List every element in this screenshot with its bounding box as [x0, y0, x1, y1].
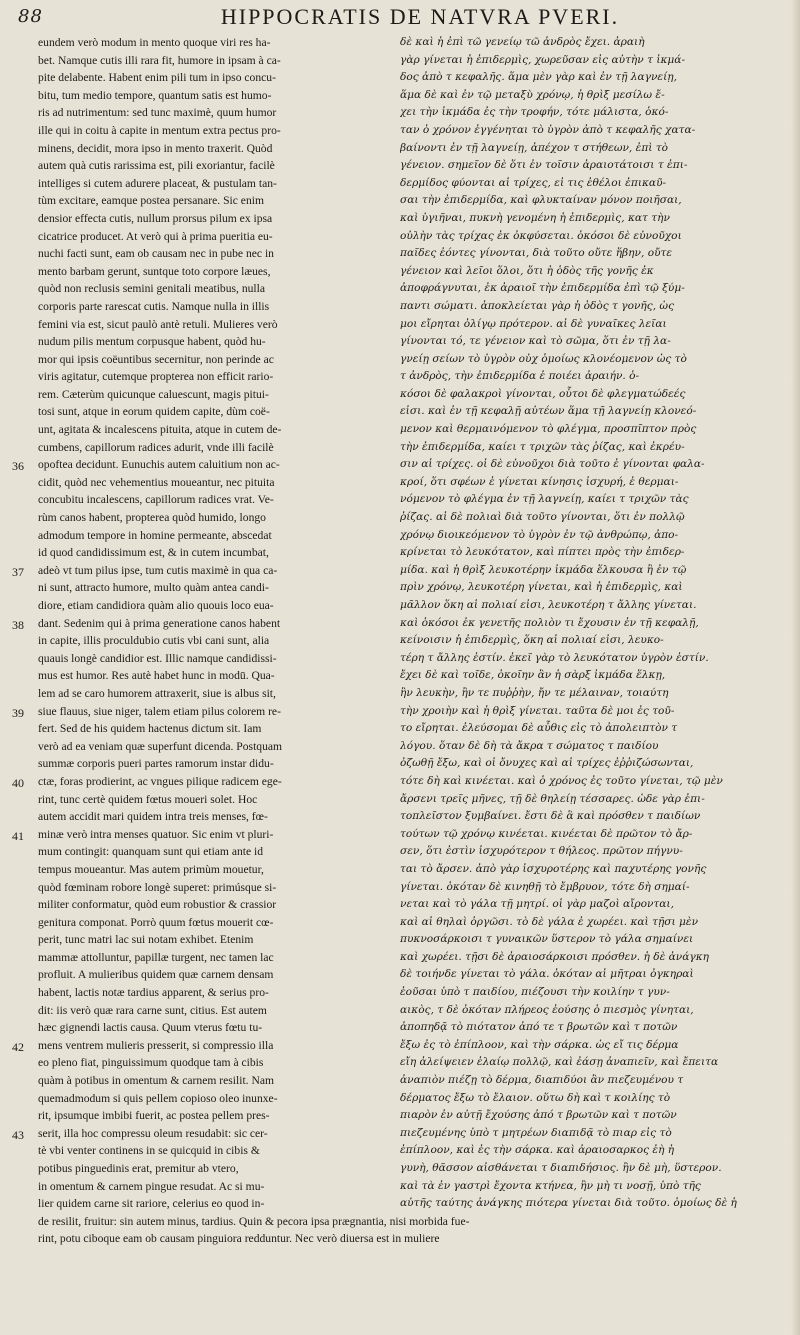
latin-text-line: nuchi facti sunt, eam ob causam nec in pube nec in — [38, 247, 274, 261]
latin-text-line: rùm canos habent, propterea quòd humido, longo — [38, 511, 266, 525]
greek-text-line: τέρη τ ἄλλης ἐστίν. ἐκεῖ γὰρ τὸ λευκότατον ὑγρὸν ἐστίν. — [400, 651, 709, 664]
latin-text-line: corporis parte rarescat cutis. Namque nulla in illis — [38, 299, 270, 313]
latin-text-line: ctæ, foras prodierint, ac vngues pilique radicem ege- — [38, 774, 282, 788]
greek-text-line: χρόνῳ διοικεόμενον τὸ ὑγρὸν ἐν τῷ ἀνθρώπῳ, ἀπο- — [400, 528, 679, 541]
latin-text-line: ille qui in coitu à capite in mentum extra pectus pro- — [38, 123, 281, 137]
greek-text-line: πιεζευμένης ὑπὸ τ μητρέων διαπιδᾷ τὸ πιαρ εἰς τὸ — [400, 1126, 672, 1139]
greek-text-line: εἴη ἀλείψειεν ἐλαίῳ πολλῷ, καὶ ἐάσῃ ἀναπιεῖν, καὶ ἔπειτα — [400, 1056, 719, 1069]
latin-text-line: diore, etiam candidiora quàm alio quouis loco eua- — [38, 599, 274, 612]
greek-text-line: σιν αἱ τρίχες. οἱ δὲ εὐνοῦχοι διὰ τοῦτο ἐ γίνονται φαλα- — [400, 458, 705, 471]
latin-text-line: dit: iis verò quæ rara carne sunt, citius. Est autem — [38, 1003, 267, 1017]
greek-text-line: δερμίδος φύονται αἱ τρίχες, εἰ τις ἐθέλοι ἐπικαῦ- — [400, 176, 667, 189]
greek-text-line: ἢν λευκὴν, ἢν τε πυῤῥὴν, ἤν τε μέλαιναν, τοιαύτη — [400, 686, 669, 699]
latin-text-line: fert. Sed de his quidem hactenus dictum sit. Iam — [38, 722, 262, 736]
greek-text-line: ὀζωθῇ ἔξω, καὶ οἱ ὄνυχες καὶ αἱ τρίχες ἐῤῥιζώσωνται, — [400, 757, 694, 770]
latin-text-line: opoftea decidunt. Eunuchis autem caluitium non ac- — [38, 458, 280, 472]
greek-text-line: δὲ καὶ ἡ ἐπὶ τῶ γενείῳ τῶ ἀνδρὸς ἔχει. ἀραιὴ — [400, 36, 645, 48]
greek-text-line: ταν ὁ χρόνον ἐγγένηται τὸ ὑγρὸν ἀπὸ τ κεφαλῆς χατα- — [400, 123, 696, 136]
latin-text-line: concubitu incalescens, capillorum radices vrat. Ve- — [38, 493, 274, 507]
greek-text-line: πυκνοσάρκοισι τ γυναικῶν ὕστερον τὸ γάλα σημαίνει — [400, 933, 694, 946]
latin-text-line: habent, lactis notæ tardius apparent, & serius pro- — [38, 986, 269, 1000]
greek-text-line: καὶ αἱ θηλαὶ ὀργῶσι. τὸ δὲ γάλα ἐ χωρέει. καὶ τῇσι μὲν — [400, 915, 699, 928]
greek-text-line: ἀναπιὸν πιέζῃ τὸ δέρμα, διαπιδύοι ἂν πιεζευμένου τ — [400, 1074, 684, 1087]
greek-text-line: κόσοι δὲ φαλακροὶ γίνονται, οὗτοι δὲ φλεγματώδεές — [400, 387, 686, 400]
latin-text-line: cidit, quòd nec vehementius moueantur, nec pituita — [38, 475, 275, 489]
greek-text-line: αικὸς, τ δὲ ὁκόταν πλήρεος ἐούσης ὁ πιεσμὸς γίνηται, — [400, 1003, 694, 1016]
greek-text-line: τὴν χροιὴν καὶ ἡ θρὶξ γίνεται. ταῦτα δὲ μοι ἐς τοῦ- — [400, 704, 675, 717]
greek-text-line: καὶ ὁκόσοι ἐκ γενετῆς πολιὸν τι ἔχουσιν ἐν τῇ κεφαλῇ, — [400, 616, 699, 629]
greek-text-line: καὶ ὑγιῆναι, πυκνὴ γενομένη ἡ ἐπιδερμὶς, κατ τὴν — [400, 211, 670, 224]
page-edge — [791, 0, 800, 1335]
latin-text-line: potibus pinguedinis erat, premitur ab vtero, — [38, 1162, 239, 1175]
greek-text-line: ἐοῦσαι ὑπὸ τ παιδίου, πιέζουσι τὴν κοιλίην τ γυν- — [400, 986, 670, 999]
greek-text-column — [400, 34, 782, 1213]
greek-text-line: παντι σώματι. ἀποκλείεται γὰρ ἡ ὁδὸς τ γονῆς, ὡς — [400, 299, 675, 312]
greek-text-line: δος ἀπὸ τ κεφαλῆς. ἅμα μὲν γὰρ καὶ ἐν τῇ λαγνείῃ, — [400, 71, 677, 84]
greek-text-line: βαίνοντι ἐν τῇ λαγνείῃ, ἀπέχον τ στήθεων, ἐπὶ τὸ — [400, 141, 669, 154]
latin-text-line: mus est humor. Res autè habet hunc in modū. Qua- — [38, 669, 275, 683]
latin-text-line: unt, agitata & incalescens pituita, atque in cutem de- — [38, 423, 282, 437]
latin-text-line: verò ad ea veniam quæ superfunt dicenda. Postquam — [38, 739, 283, 753]
latin-text-line: mammæ attolluntur, papillæ turgent, nec tamen lac — [38, 950, 274, 964]
greek-text-line: γίνονται τό, τε γένειον καὶ τὸ σῶμα, ὅτι ἐν τῇ λα- — [400, 335, 671, 348]
latin-text-column — [38, 34, 470, 1248]
greek-text-line: ἅμα δὲ καὶ ἐν τῷ μεταξὺ χρόνῳ, ἡ θρὶξ μεσίλω ἔ- — [400, 88, 665, 101]
greek-text-line: παῖδες ἐόντες γίνονται, διὰ τοῦτο οὔτε ἥβην, οὔτε — [400, 247, 673, 260]
page-number: 88 — [18, 6, 43, 27]
greek-text-line: ται τὸ ἄρσεν. ἀπὸ γὰρ ἰσχυροτέρης καὶ παχυτέρης γονῆς — [400, 862, 707, 875]
margin-number: 41 — [12, 829, 24, 843]
greek-text-line: ἔξω ἐς τὸ ἐπίπλοον, καὶ τὴν σάρκα. ὡς εἴ τις δέρμα — [400, 1038, 679, 1051]
greek-text-line: τὴν ἐπιδερμίδα, καίει τ τριχῶν τὰς ῥίζας, καὶ ἐκρέυ- — [400, 440, 685, 453]
greek-text-line: σεν, ὅτι ἐστὶν ἰσχυρότερον τ θήλεος. πρῶτον πήγνυ- — [400, 845, 683, 858]
latin-text-line: admodum tempore in homine permeante, abscedat — [38, 528, 272, 542]
greek-text-line: γένειον καὶ λεῖοι ὅλοι, ὅτι ἡ ὁδὸς τῆς γονῆς ἐκ — [400, 264, 654, 277]
greek-text-line: ἄρσενι τρεῖς μῆνες, τῇ δὲ θηλείῃ τέσσαρες. ὡδε γὰρ ἐπι- — [400, 792, 705, 805]
latin-text-line: adeò vt tum pilus ipse, tum cutis maximè in qua ca- — [38, 563, 278, 577]
greek-text-line: γένειον. σημεῖον δὲ ὅτι ἐν τοῖσιν ἀραιοτάτοισι τ ἐπι- — [400, 159, 688, 172]
latin-text-line: intelliges si cutem adurere placeat, & pustulam tan- — [38, 176, 277, 190]
latin-text-line: perit, tunc matri lac sui notam exhibet. Etenim — [38, 933, 254, 947]
latin-text-line: pite delabente. Habent enim pili tum in ipso concu- — [38, 71, 276, 85]
latin-text-line: in omentum & carnem pingue resudat. Ac si mu- — [38, 1179, 265, 1193]
latin-text-line: lier quidem carne sit rariore, celerius eo quod in- — [38, 1197, 265, 1211]
greek-text-line: το εἴρηται. ἐλεύσομαι δὲ αὖθις εἰς τὸ ἀπολειπτὸν τ — [400, 722, 678, 735]
latin-text-line: summæ corporis pueri partes ramorum instar didu- — [38, 757, 274, 771]
latin-text-line: autem accidit mari quidem intra treis menses, fœ- — [38, 810, 268, 824]
greek-text-line: καὶ χωρέει. τῇσι δὲ ἀραιοσάρκοισι πρόσθεν. ἡ δὲ ἀνάγκη — [400, 950, 710, 963]
greek-text-line: τοπλεῖστον ξυμβαίνει. ἔστι δὲ ἃ καὶ πρόσθεν τ παιδίων — [400, 810, 701, 823]
latin-text-line: militer conformatur, quòd eum robustior & crassior — [38, 898, 277, 912]
greek-text-line: γὰρ γίνεται ἡ ἐπιδερμὶς, χωρεῦσαν εἰς αὐτὴν τ ἰκμά- — [400, 53, 686, 66]
greek-text-line: κροί, ὅτι σφέων ἐ γίνεται κίνησις ἰσχυρή, ἐ θερμαι- — [400, 475, 679, 488]
greek-text-line: ῥίζας. αἱ δὲ πολιαὶ διὰ τοῦτο γίνονται, ὅτι ἐν πολλῷ — [400, 511, 685, 524]
latin-text-line: rem. Cæterùm quicunque caluescunt, magis pitui- — [38, 387, 269, 401]
latin-text-line: bet. Namque cutis illi rara fit, humore in ipsam à ca- — [38, 53, 281, 67]
latin-text-line: serit, illa hoc compressu oleum resudabit: sic cer- — [38, 1126, 268, 1140]
latin-text-line: quemadmodum si quis pellem copioso oleo inunxe- — [38, 1091, 278, 1105]
latin-text-line: mor qui ipsis coëuntibus secernitur, non perinde ac — [38, 352, 274, 366]
greek-text-line: μενον καὶ θερμαινόμενον τὸ φλέγμα, προσπῖπτον πρὸς — [400, 423, 697, 436]
greek-text-line: σαι τὴν ἐπιδερμίδα, καὶ φλυκταίναν μόνον ποιῆσαι, — [400, 194, 682, 207]
latin-text-line: eo pleno fiat, pinguissimum quodque tam à cibis — [38, 1056, 264, 1070]
greek-text-line: γυνὴ, θᾶσσον αἰσθάνεται τ διαπιδήσιος. ἢν δὲ μὴ, ὕστερον. — [400, 1162, 722, 1174]
latin-text-line: rit, ipsumque imbibi fuerit, ac postea pellem pres- — [38, 1109, 270, 1123]
latin-text-line: minæ verò intra menses quatuor. Sic enim vt pluri- — [38, 827, 274, 841]
latin-text-line: quàm à potibus in omentum & carnem resilit. Nam — [38, 1074, 275, 1088]
greek-text-line: λόγου. ὅταν δὲ δὴ τὰ ἄκρα τ σώματος τ παιδίου — [400, 739, 659, 752]
latin-text-line: cicatrice producet. At verò qui à prima pueritia eu- — [38, 229, 273, 243]
latin-text-line: eundem verò modum in mento quoque viri res ha- — [38, 36, 271, 49]
latin-text-line: quauis longè candidior est. Illic namque candidissi- — [38, 651, 277, 665]
margin-number: 40 — [12, 776, 24, 791]
greek-text-line: μίδα. καὶ ἡ θρὶξ λευκοτέρην ἰκμάδα ἕλκουσα ἢ ἐν τῷ — [400, 563, 687, 576]
greek-text-line: κρίνεται τὸ λευκότατον, καὶ πίπτει πρὸς τὴν ἐπιδερ- — [400, 546, 685, 559]
latin-text-line: rint, potu ciboque eam ob causam pinguiora redduntur. Nec verò diuersa est in muliere — [38, 1232, 440, 1246]
latin-text-line: mento barbam gerunt, suntque toto corpore læues, — [38, 264, 271, 278]
margin-number: 43 — [12, 1128, 24, 1143]
greek-text-line: μᾶλλον ὅκη αἱ πολιαί εἰσι, λευκοτέρη τ ἄλλης γίνεται. — [400, 599, 697, 611]
greek-text-line: δέρματος ἔξω τὸ ἔλαιον. οὕτω δὴ καὶ τ κοιλίης τὸ — [400, 1091, 671, 1104]
latin-text-line: rint, tunc certè quidem fœtus moueri solet. Hoc — [38, 792, 258, 806]
latin-text-line: nudum pilis mentum corpusque habent, quòd hu- — [38, 335, 266, 349]
latin-text-line: ni sunt, attracto humore, multo quàm antea candi- — [38, 581, 269, 595]
greek-text-line: ἀποπηδᾷ τὸ πιότατον ἀπό τε τ βρωτῶν καὶ τ ποτῶν — [400, 1021, 678, 1034]
greek-text-line: δὲ τοιήνδε γίνεται τὸ γάλα. ὁκόταν αἱ μῆτραι ὀγκηραὶ — [400, 968, 694, 981]
greek-text-line: ἐπίπλοον, καὶ ἐς τὴν σάρκα. καὶ ἀραιοσαρκος ἐὴ ἡ — [400, 1144, 675, 1157]
latin-text-line: tè vbi venter continens in se quicquid in cibis & — [38, 1144, 260, 1158]
greek-text-line: χει τὴν ἰκμάδα ἐς τὴν τροφήν, τότε μάλιστα, ὁκό- — [400, 106, 669, 119]
latin-text-line: profluit. A mulieribus quidem quæ carnem densam — [38, 968, 274, 982]
greek-text-line: νόμενον τὸ φλέγμα ἐν τῇ λαγνείῃ, καίει τ τριχῶν τὰς — [400, 493, 689, 506]
greek-text-line: γνείῃ σείων τὸ ὑγρὸν οὐχ ὁμοίως κλονέομενον ὡς τὸ — [400, 352, 687, 365]
greek-text-line: τούτων τῷ χρόνῳ κινέεται. κινέεται δὲ πρῶτον τὸ ἄρ- — [400, 827, 693, 840]
greek-text-line: πρὶν χρόνῳ, λευκοτέρη γίνεται, καὶ ἡ ἐπιδερμὶς, καὶ — [400, 581, 683, 594]
margin-number: 37 — [12, 565, 24, 579]
greek-text-line: πιαρὸν ἐν αὐτῇ ἔχούσης ἀπό τ βρωτῶν καὶ τ ποτῶν — [400, 1109, 677, 1122]
latin-text-line: minens, decidit, mora ipso in mento traxerit. Quòd — [38, 141, 273, 155]
greek-text-line: μοι εἴρηται ὀλίγῳ πρότερον. αἱ δὲ γυναῖκες λεῖαι — [400, 317, 667, 330]
greek-text-line: αὐτῆς ταύτης ἀνάγκης πιότερα γίνεται διὰ τοῦτο. ὁμοίως δὲ ἡ — [400, 1197, 737, 1210]
greek-text-line: ἀποφράγνυται, ἐκ ἀραιοῖ τὴν ἐπιδερμίδα ἐπὶ τῷ ξύμ- — [400, 282, 685, 295]
greek-text-line: κείνοισιν ἡ ἐπιδερμὶς, ὅκη αἱ πολιαί εἰσι, λευκο- — [400, 634, 664, 647]
margin-number: 38 — [12, 617, 24, 632]
greek-text-line: τότε δὴ καὶ κινέεται. καὶ ὁ χρόνος ἐς τοῦτο γίνεται, τῷ μὲν — [400, 774, 723, 787]
greek-text-line: οὐλὴν τὰς τρίχας ἐκ ὀκφύσεται. ὁκόσοι δὲ εὐνοῦχοι — [400, 229, 682, 242]
latin-text-line: autem quà cutis rarissima est, pili exoriantur, facilè — [38, 159, 275, 173]
latin-text-line: densior effecta cutis, nullum prorsus pilum ex ipsa — [38, 211, 273, 225]
latin-text-line: mum contingit: quanquam sunt qui etiam ante id — [38, 845, 264, 859]
greek-text-line: νεται καὶ τὸ γάλα τῇ μητρί. οἱ γὰρ μαζοὶ αἴρονται, — [400, 898, 674, 911]
latin-text-line: quòd fœminam robore longè superet: primúsque si- — [38, 880, 277, 894]
page-header — [0, 0, 800, 34]
greek-text-line: καὶ τὰ ἐν γαστρὶ ἔχοντα κτήνεα, ἢν μὴ τι νοσῇ, ὑπὸ τῆς — [400, 1179, 701, 1192]
latin-text-line: mens ventrem mulieris presserit, si compressio illa — [38, 1038, 274, 1052]
latin-text-line: de resilit, fruitur: sin autem minus, tardius. Quin & pecora ipsa prægnantia, nisi morbida fue- — [38, 1214, 470, 1228]
greek-text-line: ἔχει δὲ καὶ τοῖδε, ὁκοῖην ἂν ἡ σὰρξ ἰκμάδα ἕλκῃ, — [400, 669, 666, 682]
margin-number: 36 — [12, 459, 24, 474]
latin-text-line: id quod candidissimum est, & in cutem incumbat, — [38, 546, 269, 560]
latin-text-line: tempus moueantur. Mas autem primùm mouetur, — [38, 862, 264, 876]
latin-text-line: tùm excitare, eamque postea persanare. Sic enim — [38, 194, 264, 208]
latin-text-line: genitura componat. Porrò quum fœtus mouerit cœ- — [38, 915, 274, 929]
latin-text-line: viris agitatur, cutemque propterea non efficit rario- — [38, 370, 274, 384]
margin-number: 39 — [12, 705, 24, 720]
greek-text-line: τ ἀνδρὸς, τὴν ἐπιδερμίδα ἐ ποιέει ἀραιήν. ὁ- — [400, 370, 640, 383]
latin-text-line: siue flauus, siue niger, talem etiam pilus colorem re- — [38, 704, 281, 718]
greek-text-line: εἰσι. καὶ ἐν τῇ κεφαλῇ αὐτέων ἅμα τῇ λαγνείῃ κλονεό- — [400, 405, 697, 418]
latin-text-line: quòd non reclusis semini genitali meatibus, nulla — [38, 282, 266, 296]
running-title: HIPPOCRATIS DE NATVRA PVERI. — [220, 4, 620, 29]
latin-text-line: dant. Sedenim qui à prima generatione canos habent — [38, 616, 281, 630]
latin-text-line: femini via est, sicut paulò antè retuli. Mulieres verò — [38, 317, 278, 331]
latin-text-line: hæc gignendi lactis causa. Quum vterus fœtu tu- — [38, 1021, 263, 1035]
latin-text-line: lem ad se caro humorem attraxerit, siue is albus sit, — [38, 686, 276, 700]
latin-text-line: in capite, illis proculdubio cutis vbi cani sunt, alia — [38, 634, 270, 648]
latin-text-line: bitu, tum medio tempore, quantum satis est humo- — [38, 88, 272, 102]
greek-text-line: γίνεται. ὁκόταν δὲ κινηθῇ τὸ ἔμβρυον, τότε δὴ σημαί- — [400, 880, 690, 893]
latin-text-line: cumbens, capillorum radices adurit, vnde illi facilè — [38, 440, 274, 454]
latin-text-line: tosi sunt, atque in eorum quidem capite, dùm coë- — [38, 405, 270, 419]
latin-text-line: ris ad nutrimentum: sed tunc maximè, quum humor — [38, 106, 277, 120]
margin-number: 42 — [12, 1040, 24, 1055]
